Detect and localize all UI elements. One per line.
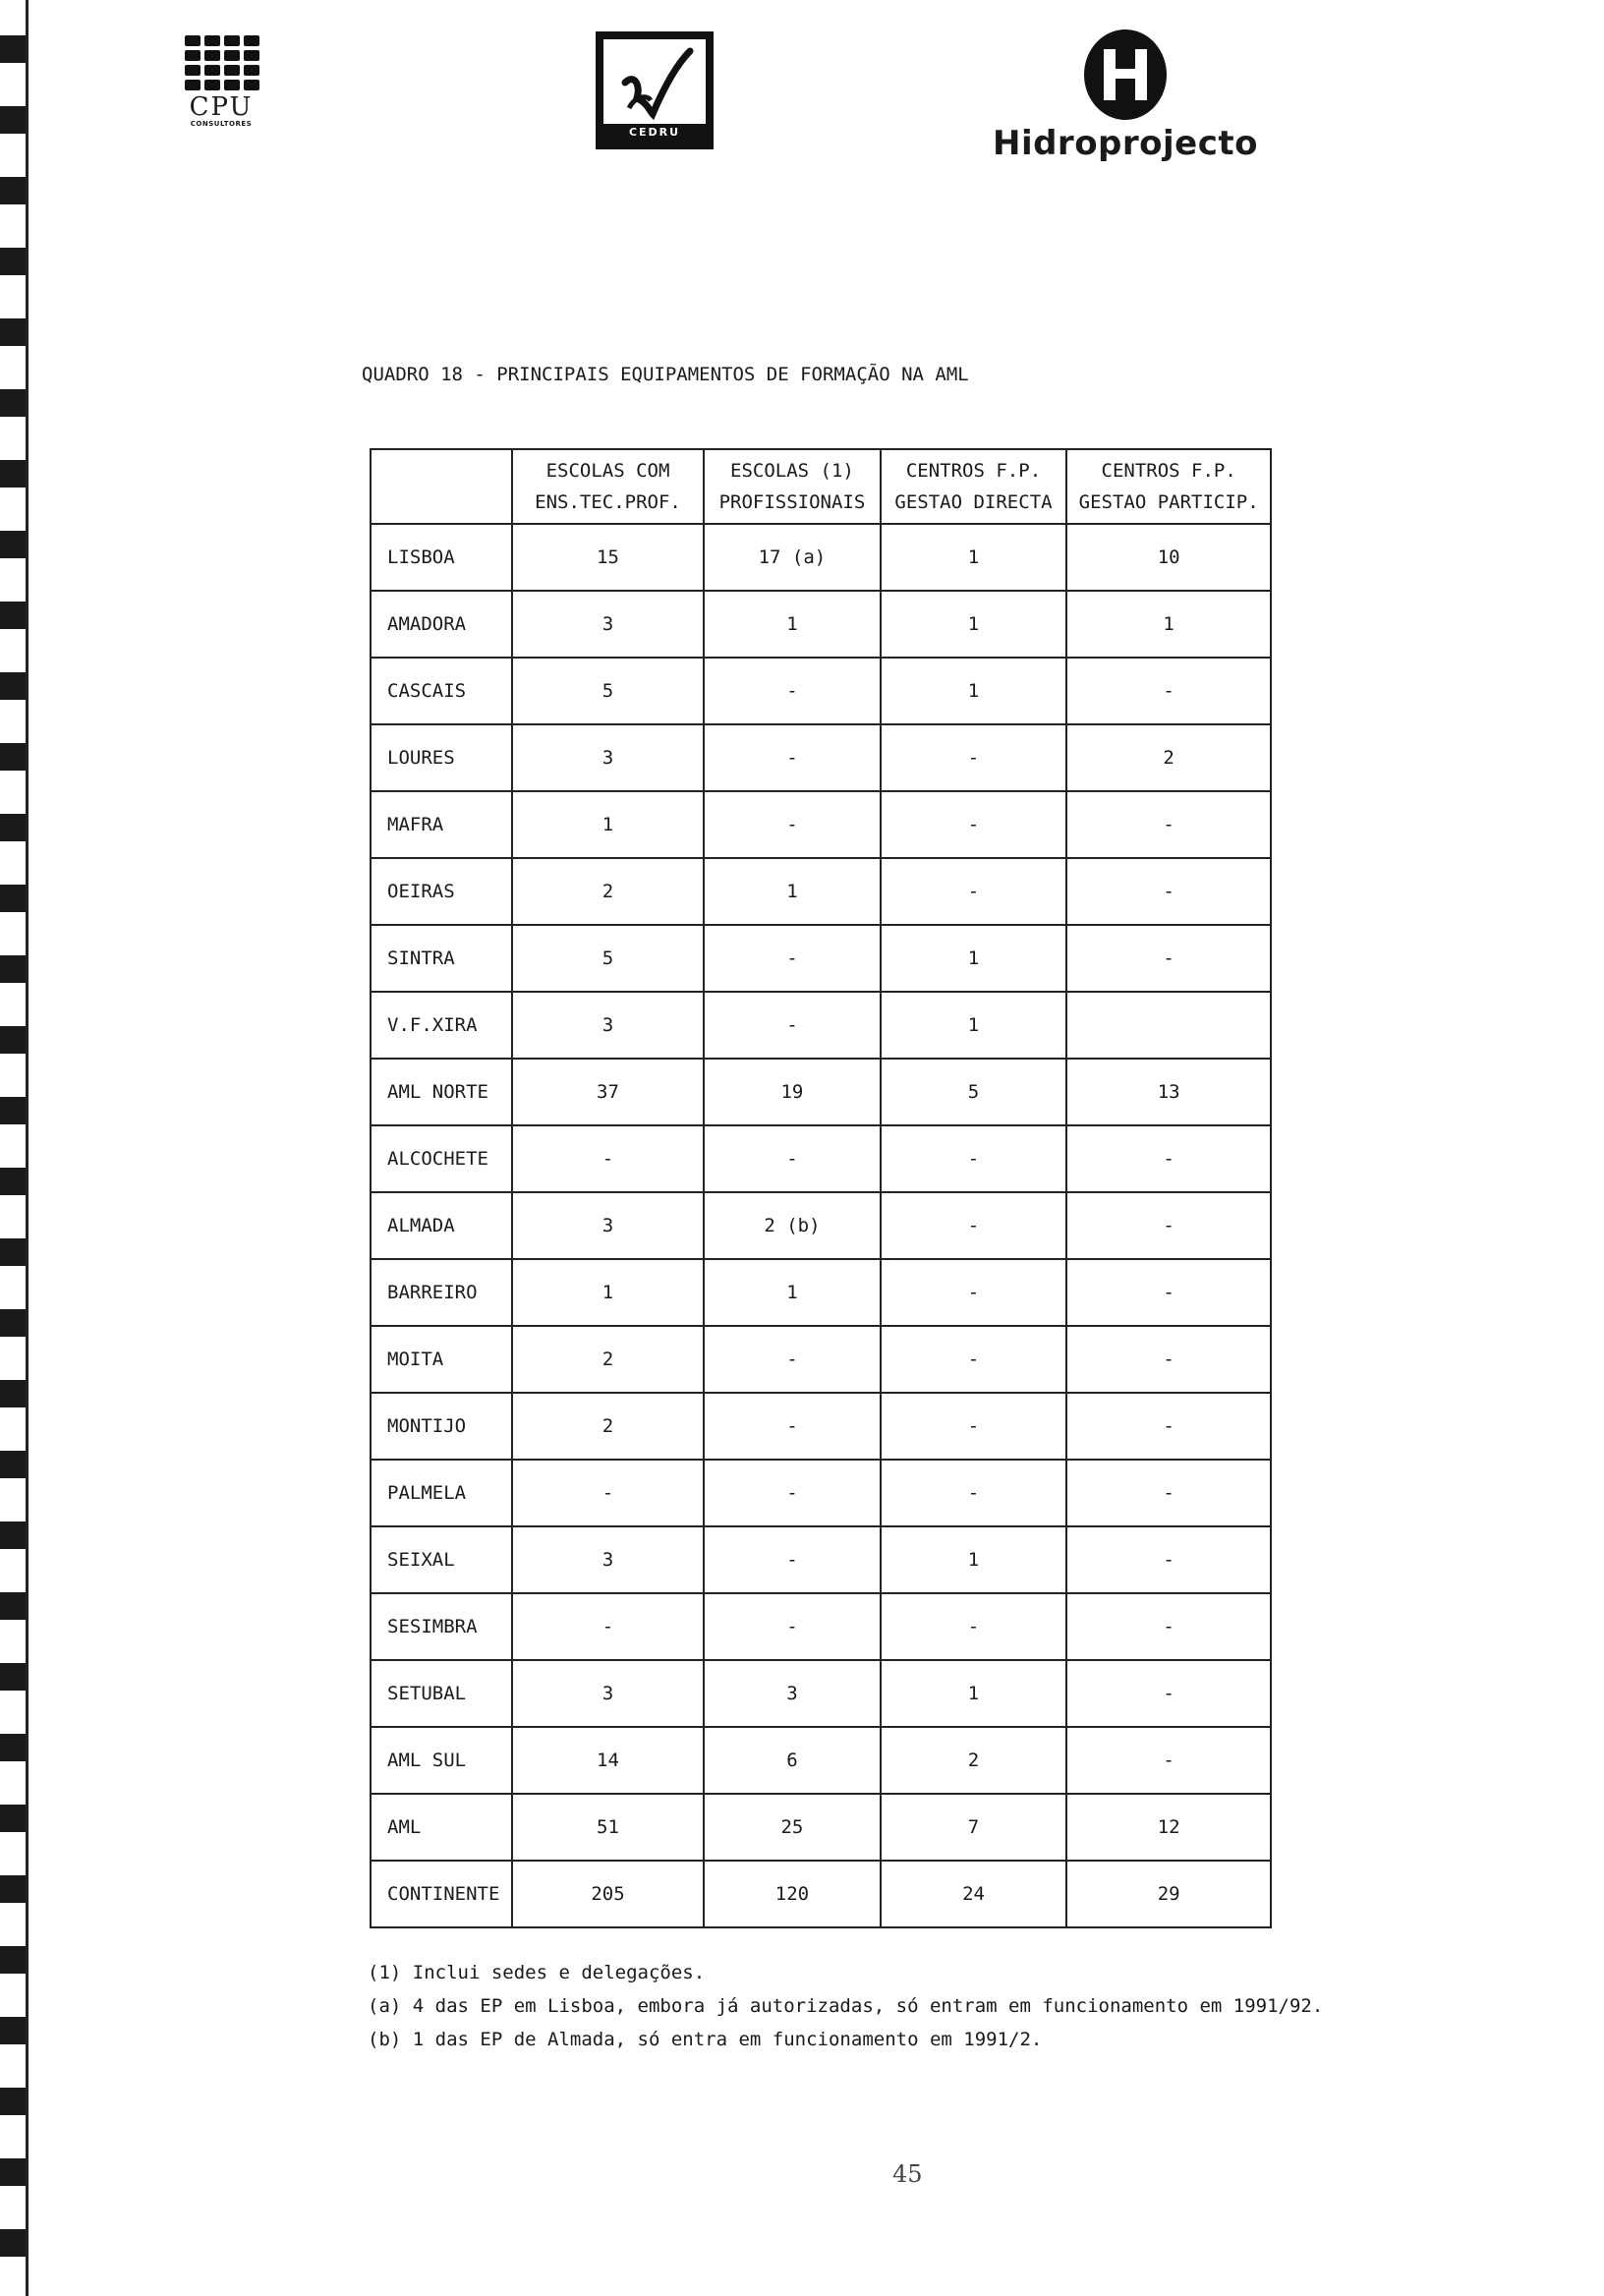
cpu-grid-icon [185, 35, 261, 90]
table-header-row [371, 449, 1271, 524]
cpu-logo-name: CPU [189, 92, 254, 122]
table-cell: - [881, 791, 1067, 858]
table-cell: 2 [512, 1326, 704, 1393]
table-cell: 2 [512, 1393, 704, 1460]
row-label-cell: SEIXAL [371, 1526, 512, 1593]
row-label-cell: BARREIRO [371, 1259, 512, 1326]
table-cell: 1 [512, 1259, 704, 1326]
table-cell: 3 [512, 1192, 704, 1259]
table-cell: - [1066, 858, 1271, 925]
table-cell: - [1066, 791, 1271, 858]
row-label-cell: PALMELA [371, 1460, 512, 1526]
table-cell: 120 [704, 1861, 881, 1927]
table-row [371, 791, 1271, 858]
table-cell: - [1066, 1526, 1271, 1593]
spiral-binding [0, 0, 29, 2296]
table-cell: - [1066, 1460, 1271, 1526]
row-label-cell: SETUBAL [371, 1660, 512, 1727]
table-cell: - [512, 1460, 704, 1526]
table-row [371, 1393, 1271, 1460]
table-cell: 5 [881, 1059, 1067, 1125]
row-label-cell: LISBOA [371, 524, 512, 591]
table-cell: 2 [512, 858, 704, 925]
table-cell: - [1066, 1393, 1271, 1460]
table-cell: 2 [881, 1727, 1067, 1794]
table-row [371, 1326, 1271, 1393]
cedru-check-icon [607, 43, 702, 122]
table-cell: - [881, 1460, 1067, 1526]
row-label-cell: CASCAIS [371, 658, 512, 724]
page-number: 45 [892, 2160, 923, 2188]
table-cell: - [881, 1593, 1067, 1660]
table-cell: - [1066, 1259, 1271, 1326]
header-cell-centros-gestao-directa: CENTROS F.P. GESTAO DIRECTA [881, 449, 1067, 524]
table-cell: 6 [704, 1727, 881, 1794]
row-label-cell: MAFRA [371, 791, 512, 858]
table-cell: 1 [881, 524, 1067, 591]
training-equipment-table [370, 448, 1272, 1928]
table-cell: 3 [704, 1660, 881, 1727]
table-cell: - [1066, 1192, 1271, 1259]
cedru-logo-name: CEDRU [603, 124, 706, 142]
table-row [371, 925, 1271, 992]
header-cell-escolas-com: ESCOLAS COM ENS.TEC.PROF. [512, 449, 704, 524]
table-cell: - [881, 1393, 1067, 1460]
table-cell: - [704, 1460, 881, 1526]
table-cell: 5 [512, 925, 704, 992]
table-cell: 1 [881, 591, 1067, 658]
table-cell: 25 [704, 1794, 881, 1861]
table-row [371, 1059, 1271, 1125]
table-cell: 1 [881, 925, 1067, 992]
footnote-b: (b) 1 das EP de Almada, só entra em funcionamento em 1991/2. [368, 2029, 1043, 2050]
row-label-cell: AML SUL [371, 1727, 512, 1794]
table-cell: 13 [1066, 1059, 1271, 1125]
table-cell: - [881, 1326, 1067, 1393]
table-cell: 10 [1066, 524, 1271, 591]
header-cell-empty [371, 449, 512, 524]
table-row [371, 1259, 1271, 1326]
row-label-cell: V.F.XIRA [371, 992, 512, 1059]
table-cell: - [1066, 1125, 1271, 1192]
table-cell: 1 [704, 858, 881, 925]
table-cell: 15 [512, 524, 704, 591]
table-cell: 51 [512, 1794, 704, 1861]
row-label-cell: MONTIJO [371, 1393, 512, 1460]
table-cell: 37 [512, 1059, 704, 1125]
table-cell: - [704, 925, 881, 992]
table-row [371, 1593, 1271, 1660]
hidroprojecto-mark-icon [1078, 28, 1173, 122]
table-cell: - [704, 1326, 881, 1393]
table-row [371, 1460, 1271, 1526]
cedru-logo [596, 31, 714, 149]
header-cell-centros-gestao-particip: CENTROS F.P. GESTAO PARTICIP. [1066, 449, 1271, 524]
table-row [371, 591, 1271, 658]
table-cell: 1 [704, 1259, 881, 1326]
table-row [371, 1727, 1271, 1794]
table-cell: - [881, 724, 1067, 791]
table-row [371, 658, 1271, 724]
table-cell: 1 [1066, 591, 1271, 658]
table-cell: - [704, 791, 881, 858]
table-cell: 7 [881, 1794, 1067, 1861]
table-cell: 1 [881, 992, 1067, 1059]
cpu-logo-subtitle: CONSULTORES [190, 120, 253, 128]
table-cell: 12 [1066, 1794, 1271, 1861]
footnote-1: (1) Inclui sedes e delegações. [368, 1962, 706, 1983]
table-cell: 3 [512, 724, 704, 791]
row-label-cell: OEIRAS [371, 858, 512, 925]
table-cell: - [704, 658, 881, 724]
table-cell: - [881, 1125, 1067, 1192]
table-cell: 1 [881, 658, 1067, 724]
table-row [371, 1125, 1271, 1192]
table-cell: 2 (b) [704, 1192, 881, 1259]
footnotes [368, 1956, 1323, 2056]
table-cell: - [881, 1259, 1067, 1326]
table-cell: - [1066, 1593, 1271, 1660]
row-label-cell: ALCOCHETE [371, 1125, 512, 1192]
table-cell: - [704, 724, 881, 791]
table-cell: 19 [704, 1059, 881, 1125]
table-row [371, 1660, 1271, 1727]
table-cell: 205 [512, 1861, 704, 1927]
table-row [371, 1526, 1271, 1593]
table-cell: 1 [512, 791, 704, 858]
table-cell: - [881, 858, 1067, 925]
hidroprojecto-logo [983, 28, 1268, 163]
table-cell: 24 [881, 1861, 1067, 1927]
table-cell: - [512, 1593, 704, 1660]
table-cell: - [1066, 1727, 1271, 1794]
table-cell: - [704, 1526, 881, 1593]
row-label-cell: LOURES [371, 724, 512, 791]
row-label-cell: AML NORTE [371, 1059, 512, 1125]
table-cell: - [881, 1192, 1067, 1259]
row-label-cell: ALMADA [371, 1192, 512, 1259]
table-cell: - [1066, 925, 1271, 992]
table-row [371, 1794, 1271, 1861]
table-cell: - [512, 1125, 704, 1192]
table-cell: 1 [881, 1526, 1067, 1593]
table-cell: 29 [1066, 1861, 1271, 1927]
table-cell: - [704, 1593, 881, 1660]
table-cell: - [704, 992, 881, 1059]
table-cell: - [1066, 658, 1271, 724]
table-cell: 17 (a) [704, 524, 881, 591]
table-cell: 3 [512, 992, 704, 1059]
table-cell: - [1066, 1660, 1271, 1727]
footnote-a: (a) 4 das EP em Lisboa, embora já autorizadas, só entram em funcionamento em 1991/92. [368, 1995, 1324, 2017]
table-cell: 1 [704, 591, 881, 658]
row-label-cell: SESIMBRA [371, 1593, 512, 1660]
table-title: QUADRO 18 - PRINCIPAIS EQUIPAMENTOS DE FORMAÇÃO NA AML [362, 364, 969, 385]
table-cell: - [704, 1125, 881, 1192]
table-cell: 5 [512, 658, 704, 724]
cpu-logo [181, 35, 261, 128]
table-cell [1066, 992, 1271, 1059]
row-label-cell: SINTRA [371, 925, 512, 992]
row-label-cell: MOITA [371, 1326, 512, 1393]
table-cell: 1 [881, 1660, 1067, 1727]
table-cell: - [1066, 1326, 1271, 1393]
row-label-cell: AMADORA [371, 591, 512, 658]
table-cell: 3 [512, 591, 704, 658]
row-label-cell: CONTINENTE [371, 1861, 512, 1927]
table-cell: 3 [512, 1526, 704, 1593]
table-cell: 3 [512, 1660, 704, 1727]
table-row [371, 992, 1271, 1059]
table-cell: 2 [1066, 724, 1271, 791]
hidroprojecto-logo-name: Hidroprojecto [992, 124, 1259, 163]
row-label-cell: AML [371, 1794, 512, 1861]
table-row [371, 1192, 1271, 1259]
table-cell: - [704, 1393, 881, 1460]
header-cell-escolas-profissionais: ESCOLAS (1) PROFISSIONAIS [704, 449, 881, 524]
table-row [371, 858, 1271, 925]
table-row [371, 524, 1271, 591]
table-cell: 14 [512, 1727, 704, 1794]
table-row [371, 724, 1271, 791]
table-row [371, 1861, 1271, 1927]
